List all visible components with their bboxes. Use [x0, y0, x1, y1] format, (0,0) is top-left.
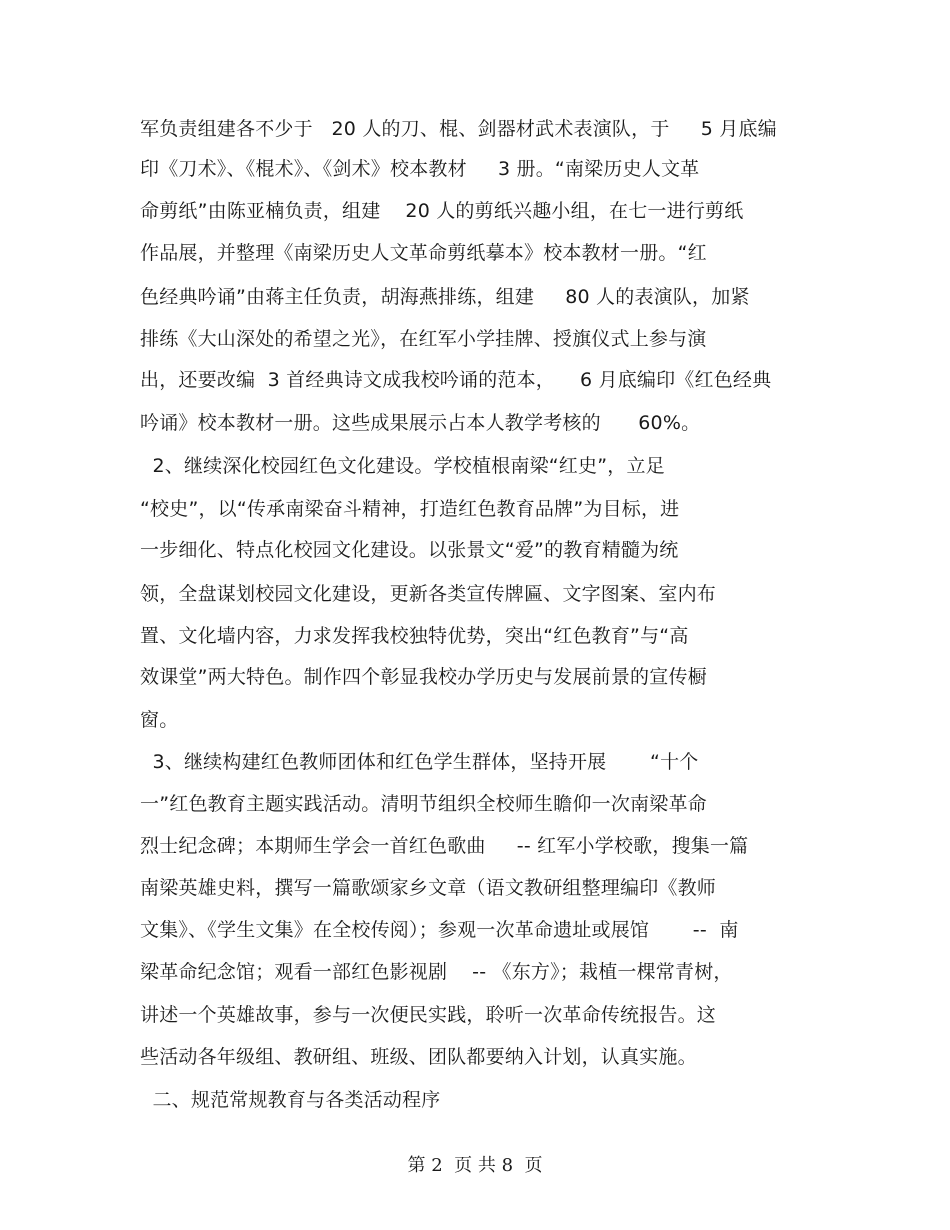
paragraph-line: 效课堂”两大特色。制作四个彰显我校办学历史与发展前景的宣传橱: [140, 666, 707, 688]
paragraph-line: 文集》、《学生文集》在全校传阅）；参观一次革命遗址或展馆 -- 南: [140, 919, 739, 941]
paragraph-line: 2、继续深化校园红色文化建设。学校植根南梁“红史”，立足: [140, 455, 665, 477]
page-number-footer: 第 2 页 共 8 页: [407, 1155, 543, 1176]
paragraph-line: 置、文化墙内容，力求发挥我校独特优势，突出“红色教育”与“高: [140, 625, 689, 647]
paragraph-line: 些活动各年级组、教研组、班级、团队都要纳入计划，认真实施。: [140, 1046, 697, 1068]
paragraph-line: 一”红色教育主题实践活动。清明节组织全校师生瞻仰一次南梁革命: [140, 793, 707, 815]
paragraph-line: 色经典吟诵”由蒋主任负责，胡海燕排练，组建 80 人的表演队，加紧: [140, 286, 750, 308]
paragraph-line: 窗。: [140, 709, 179, 731]
paragraph-line: 一步细化、特点化校园文化建设。以张景文“爱”的教育精髓为统: [140, 539, 679, 561]
paragraph-line: 讲述一个英雄故事，参与一次便民实践，聆听一次革命传统报告。这: [140, 1004, 717, 1026]
paragraph-line: 3、继续构建红色教师团体和红色学生群体，坚持开展 “十个: [140, 751, 699, 773]
paragraph-line: 印《刀术》、《棍术》、《剑术》校本教材 3 册。“南梁历史人文革: [140, 158, 700, 180]
paragraph-line: 命剪纸”由陈亚楠负责，组建 20 人的剪纸兴趣小组，在七一进行剪纸: [140, 200, 744, 222]
paragraph-line: 南梁英雄史料，撰写一篇歌颂家乡文章（语文教研组整理编印《教师: [140, 877, 717, 899]
paragraph-line: 作品展，并整理《南梁历史人文革命剪纸摹本》校本教材一册。“红: [140, 242, 707, 264]
paragraph-line: “校史”，以“传承南梁奋斗精神，打造红色教育品牌”为目标，进: [140, 498, 680, 520]
paragraph-line: 军负责组建各不少于 20 人的刀、棍、剑器材武术表演队，于 5 月底编: [140, 118, 777, 140]
paragraph-line: 烈士纪念碑；本期师生学会一首红色歌曲 -- 红军小学校歌，搜集一篇: [140, 835, 749, 857]
paragraph-line: 领，全盘谋划校园文化建设，更新各类宣传牌匾、文字图案、室内布: [140, 583, 717, 605]
paragraph-line: 梁革命纪念馆；观看一部红色影视剧 -- 《东方》；栽植一棵常青树，: [140, 961, 733, 983]
paragraph-line: 出，还要改编 3 首经典诗文成我校吟诵的范本， 6 月底编印《红色经典: [140, 369, 772, 391]
paragraph-line: 排练《大山深处的希望之光》，在红军小学挂牌、授旗仪式上参与演: [140, 328, 707, 350]
paragraph-line: 吟诵》校本教材一册。这些成果展示占本人教学考核的 60%。: [140, 412, 701, 434]
section-heading: 二、规范常规教育与各类活动程序: [140, 1089, 441, 1111]
